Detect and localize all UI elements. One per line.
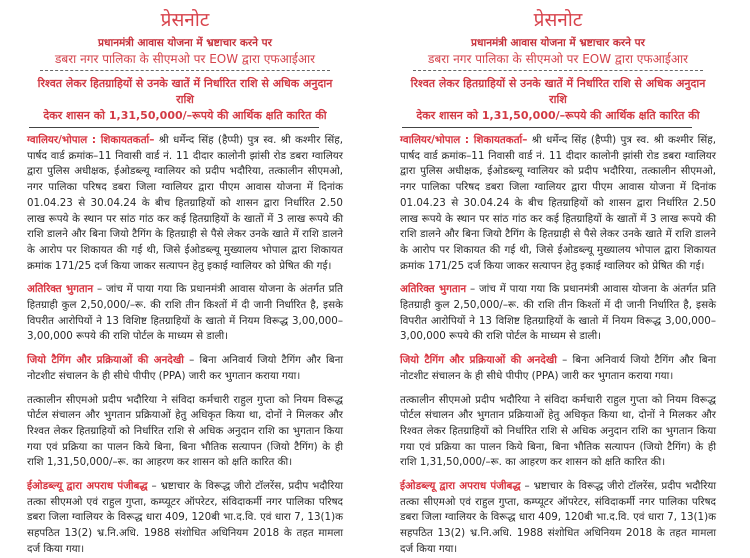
- headline-line-1: रिश्वत लेकर हितग्राहियों से उनके खातें में निर्धारित राशि से अधिक अनुदान राशि: [410, 77, 706, 106]
- paragraph-text: – भ्रष्टाचार के विरूद्ध जीरो टॉलरेंस, प्रदीप भदौरिया तत्का सीएमओ एवं राहुल गुप्ता, कम्प्यूटर ऑपरेटर, संविदाकर्मी नगर पालिका परिषद डबरा जिला ग्वालियर के विरूद्ध धारा 409, 120बी भा.द.वि. एवं धारा 7, 13(1)क सहपठित 13(2) भ्र.नि.अधि. 1988 संशोधित अधिनियम 2018 के तहत मामला दर्ज किया गया।: [400, 480, 716, 555]
- headline-line-2: देकर शासन को 1,31,50,000/–रूपये की आर्थिक क्षति कारित की: [43, 109, 327, 122]
- paragraph-label: अतिरिक्त भुगतान: [27, 283, 94, 296]
- paragraph-extra-payment: [27, 282, 343, 345]
- solid-divider: [402, 127, 692, 128]
- paragraph-geo-tagging: [400, 353, 716, 384]
- paragraph-text: – जांच में पाया गया कि प्रधानमंत्री आवास योजना के अंतर्गत प्रति हितग्राही कुल 2,50,000/–रू. की राशि तीन किश्तों में दी जानी निर्धारित है, इसके विपरीत आरोपियों ने 13 विशिष्ट हितग्राहियों के खातो में नियम विरूद्ध 3,00,000–3,00,000 रूपये की राशि पोर्टल के माध्यम से डाली।: [27, 283, 343, 343]
- paragraph-text: श्री धर्मेन्द सिंह (हैप्पी) पुत्र स्व. श्री कश्मीर सिंह, पार्षद वार्ड क्रमांक–11 निवासी वार्ड नं. 11 दीदार कालोनी झांसी रोड डबरा ग्वालियर द्वारा पुलिस अधीक्षक, ईओडब्ल्यू ग्वालियर को प्रदीप भदौरिया, तत्कालीन सीएमओ, नगर पालिका परिषद डबरा जिला ग्वालियर द्वारा पीएम आवास योजना में दिनांक 01.04.23 से 30.04.24 के बीच हितग्राहियों को शासन द्वारा निर्धारित 2.50 लाख रूपये के स्थान पर सांठ गांठ कर कई हितग्राहियों के खातों में 3 लाख रूपये की राशि डालने और बिना जियो टैगिंग के हितग्राही से पैसे लेकर उनके खाते में राशि डालने के आरोप पर शिकायत की गई थी, जिसे ईओडब्ल्यू मुख्यालय भोपाल द्वारा शिकायत क्रमांक 171/25 दर्ज किया जाकर सत्यापन हेतु इकाई ग्वालियर को प्रेषित की गई।: [400, 134, 716, 272]
- paragraph-geo-tagging: [27, 353, 343, 384]
- paragraph-label: ग्वालियर/भोपाल : शिकायतकर्ता–: [27, 134, 155, 146]
- solid-divider: [29, 127, 319, 128]
- paragraph-case-registered: [400, 479, 716, 558]
- dashed-divider: [413, 70, 703, 71]
- paragraph-case-registered: [27, 479, 343, 558]
- subtitle-2: डबरा नगर पालिका के सीएमओ पर EOW द्वारा एफआईआर: [427, 52, 688, 66]
- dashed-divider: [40, 70, 330, 71]
- paragraph-label: जियो टैगिंग और प्रक्रियाओं की अनदेखी: [400, 354, 557, 367]
- paragraph-complaint: [27, 133, 343, 274]
- paragraph-label: ईओडब्ल्यू द्वारा अपराध पंजीबद्ध: [400, 480, 521, 493]
- paragraph-complaint: [400, 133, 716, 274]
- paragraph-label: अतिरिक्त भुगतान: [400, 283, 467, 296]
- paragraph-text: – बिना अनिवार्य जियो टैगिंग और बिना नोटशीट संचालन के ही सीधे पीपीए (PPA) जारी कर भुगतान कराया गया।: [27, 354, 343, 382]
- headline-line-2: देकर शासन को 1,31,50,000/–रूपये की आर्थिक क्षति कारित की: [416, 109, 700, 122]
- paragraph-cmo-action: तत्कालीन सीएमओ प्रदीप भदौरिया ने संविदा कर्मचारी राहुल गुप्ता को नियम विरूद्ध पोर्टल संचालन और भुगतान प्रक्रियाओं हेतु अधिकृत किया था, दोनों ने मिलकर और रिश्वत लेकर हितग्राहियों को निर्धारित राशि से अधिक अनुदान राशि का भुगतान किया गया एवं प्रक्रिया का पालन किये बिना, बिना भौतिक सत्यापन (जियो टैगिंग) के ही राशि 1,31,50,000/–रू. का आहरण कर शासन को क्षति कारित की।: [400, 393, 716, 469]
- press-note-title: प्रेसनोट: [160, 9, 210, 31]
- paragraph-cmo-action: तत्कालीन सीएमओ प्रदीप भदौरिया ने संविदा कर्मचारी राहुल गुप्ता को नियम विरूद्ध पोर्टल संचालन और भुगतान प्रक्रियाओं हेतु अधिकृत किया था, दोनों ने मिलकर और रिश्वत लेकर हितग्राहियों को निर्धारित राशि से अधिक अनुदान राशि का भुगतान किया गया एवं प्रक्रिया का पालन किये बिना, बिना भौतिक सत्यापन (जियो टैगिंग) के ही राशि 1,31,50,000/–रू. का आहरण कर शासन को क्षति कारित की।: [27, 393, 343, 469]
- paragraph-text: – जांच में पाया गया कि प्रधानमंत्री आवास योजना के अंतर्गत प्रति हितग्राही कुल 2,50,000/–रू. की राशि तीन किश्तों में दी जानी निर्धारित है, इसके विपरीत आरोपियों ने 13 विशिष्ट हितग्राहियों के खातो में नियम विरूद्ध 3,00,000–3,00,000 रूपये की राशि पोर्टल के माध्यम से डाली।: [400, 283, 716, 343]
- paragraph-text: – बिना अनिवार्य जियो टैगिंग और बिना नोटशीट संचालन के ही सीधे पीपीए (PPA) जारी कर भुगतान कराया गया।: [400, 354, 716, 382]
- paragraph-extra-payment: [400, 282, 716, 345]
- press-note-right: [400, 0, 716, 558]
- paragraph-label: ईओडब्ल्यू द्वारा अपराध पंजीबद्ध: [27, 480, 148, 493]
- press-note-left: [27, 0, 343, 558]
- subtitle-1: प्रधानमंत्री आवास योजना में भ्रष्टाचार करने पर: [98, 37, 272, 49]
- headline-line-1: रिश्वत लेकर हितग्राहियों से उनके खातें में निर्धारित राशि से अधिक अनुदान राशि: [37, 77, 333, 106]
- subtitle-1: प्रधानमंत्री आवास योजना में भ्रष्टाचार करने पर: [471, 37, 645, 49]
- press-note-title: प्रेसनोट: [533, 9, 583, 31]
- paragraph-label: ग्वालियर/भोपाल : शिकायतकर्ता–: [400, 134, 528, 146]
- subtitle-2: डबरा नगर पालिका के सीएमओ पर EOW द्वारा एफआईआर: [54, 52, 315, 66]
- paragraph-text: – भ्रष्टाचार के विरूद्ध जीरो टॉलरेंस, प्रदीप भदौरिया तत्का सीएमओ एवं राहुल गुप्ता, कम्प्यूटर ऑपरेटर, संविदाकर्मी नगर पालिका परिषद डबरा जिला ग्वालियर के विरूद्ध धारा 409, 120बी भा.द.वि. एवं धारा 7, 13(1)क सहपठित 13(2) भ्र.नि.अधि. 1988 संशोधित अधिनियम 2018 के तहत मामला दर्ज किया गया।: [27, 480, 343, 555]
- paragraph-text: श्री धर्मेन्द सिंह (हैप्पी) पुत्र स्व. श्री कश्मीर सिंह, पार्षद वार्ड क्रमांक–11 निवासी वार्ड नं. 11 दीदार कालोनी झांसी रोड डबरा ग्वालियर द्वारा पुलिस अधीक्षक, ईओडब्ल्यू ग्वालियर को प्रदीप भदौरिया, तत्कालीन सीएमओ, नगर पालिका परिषद डबरा जिला ग्वालियर द्वारा पीएम आवास योजना में दिनांक 01.04.23 से 30.04.24 के बीच हितग्राहियों को शासन द्वारा निर्धारित 2.50 लाख रूपये के स्थान पर सांठ गांठ कर कई हितग्राहियों के खातों में 3 लाख रूपये की राशि डालने और बिना जियो टैगिंग के हितग्राही से पैसे लेकर उनके खाते में राशि डालने के आरोप पर शिकायत की गई थी, जिसे ईओडब्ल्यू मुख्यालय भोपाल द्वारा शिकायत क्रमांक 171/25 दर्ज किया जाकर सत्यापन हेतु इकाई ग्वालियर को प्रेषित की गई।: [27, 134, 343, 272]
- paragraph-label: जियो टैगिंग और प्रक्रियाओं की अनदेखी: [27, 354, 184, 367]
